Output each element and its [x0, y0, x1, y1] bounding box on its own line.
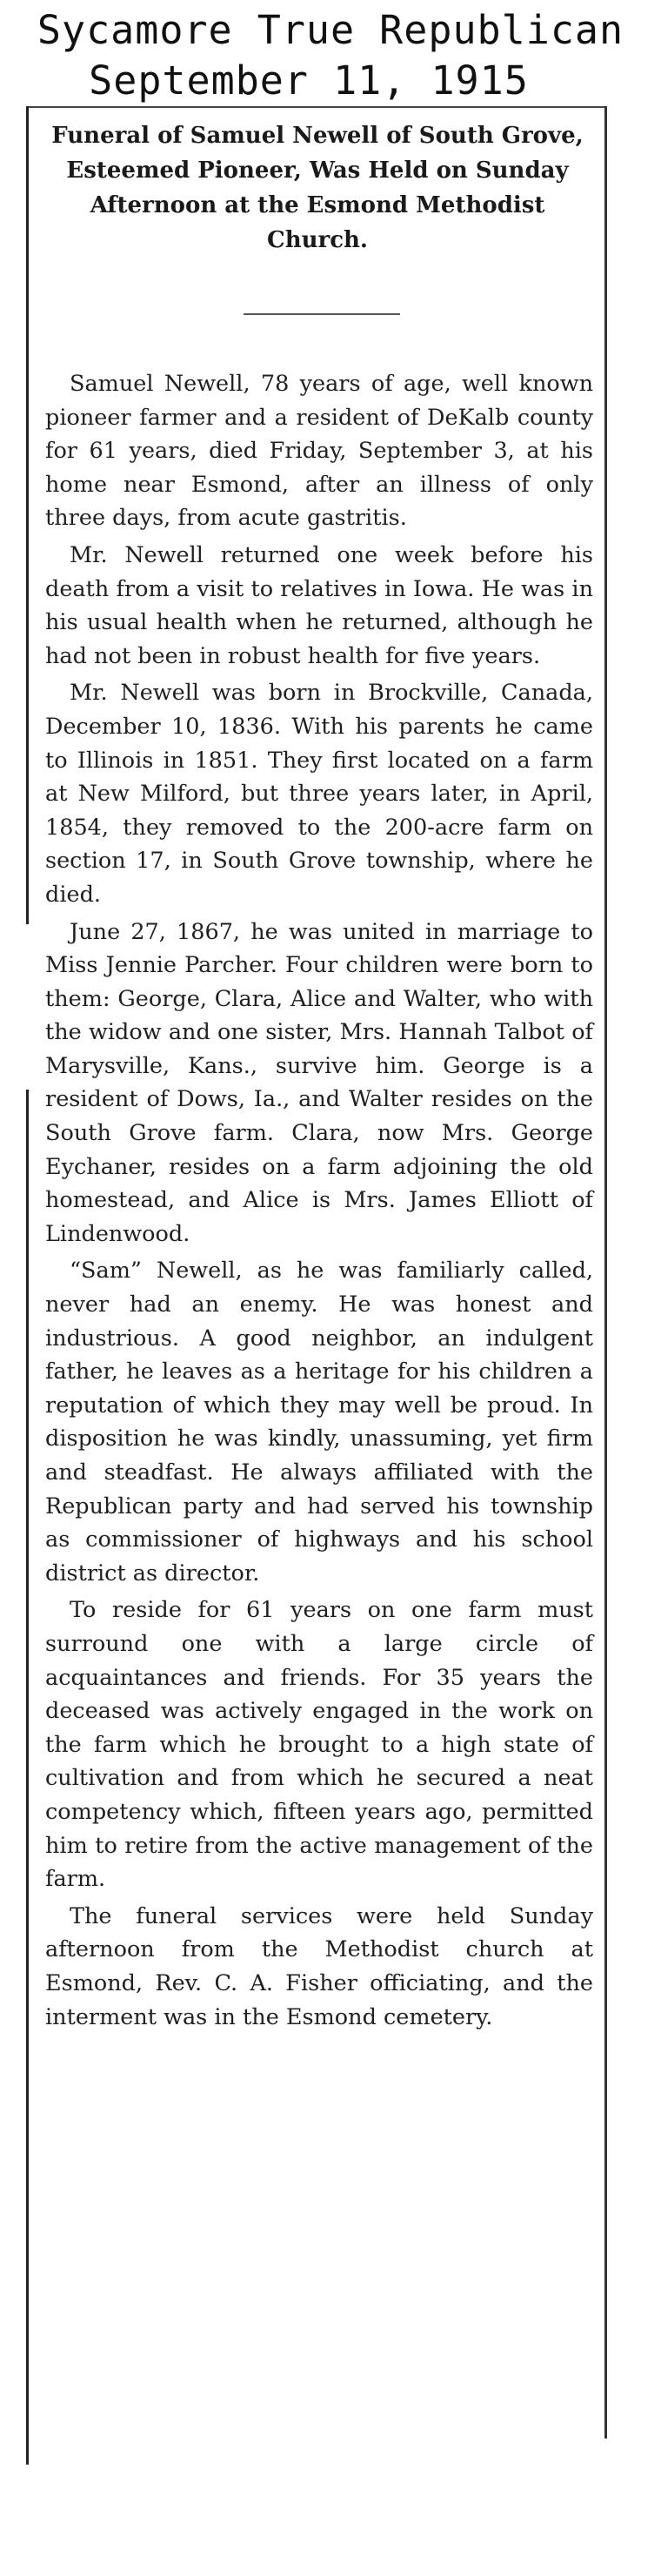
article-paragraph: Mr. Newell returned one week before his death from a visit to relatives in Iowa. He was in his usual health when he returned, although he had not been in robust health for five years.	[45, 541, 593, 669]
masthead	[0, 0, 661, 106]
article-paragraph: “Sam” Newell, as he was familiarly called, never had an enemy. He was honest and industrious. A good neighbor, an indulgent father, he leaves as a heritage for his children a reputation of which they may well be proud. In disposition he was kindly, unassuming, yet firm and steadfast. He always affiliated with the Republican party and had served his township as commissioner of highways and his school district as director.	[45, 1258, 593, 1587]
newspaper-clipping	[26, 106, 607, 2560]
article-paragraph: To reside for 61 years on one farm must surround one with a large circle of acquaintances and friends. For 35 years the deceased was actively engaged in the work on the farm which he brought to a high state of cultivation and from which he secured a neat competency which, fifteen years ago, permitted him to retire from the active management of the farm.	[45, 1597, 593, 1893]
clipping-right-border	[604, 106, 607, 2438]
article-paragraph: Samuel Newell, 78 years of age, well known pioneer farmer and a resident of DeKalb county for 61 years, died Friday, September 3, at his home near Esmond, after an illness of only three days, from acute gastritis.	[45, 371, 593, 532]
clipping-left-border	[26, 106, 29, 924]
article-paragraph: The funeral services were held Sunday afternoon from the Methodist church at Esmond, Rev. C. A. Fisher officiating, and the interment was in the Esmond cemetery.	[45, 1902, 593, 2030]
article-headline: Funeral of Samuel Newell of South Grove, Esteemed Pioneer, Was Held on Sunday Afternoon at the Esmond Methodist Church.	[51, 123, 584, 253]
clipping-left-border-lower	[26, 1090, 29, 2465]
clipping-top-border	[26, 106, 607, 108]
article-paragraph: June 27, 1867, he was united in marriage to Miss Jennie Parcher. Four children were born to them: George, Clara, Alice and Walter, who with the widow and one sister, Mrs. Hannah Talbot of Marysville, Kans., survive him. George is a resident of Dows, Ia., and Walter resides on the South Grove farm. Clara, now Mrs. George Eychaner, resides on a farm adjoining the old homestead, and Alice is Mrs. James Elliott of Lindenwood.	[45, 918, 593, 1247]
article-body	[45, 367, 593, 2034]
newspaper-name: Sycamore True Republican	[37, 7, 624, 53]
publication-date: September 11, 1915	[89, 57, 529, 104]
article-paragraph: Mr. Newell was born in Brockville, Canada, December 10, 1836. With his parents he came to Illinois in 1851. They first located on a farm at New Milford, but three years later, in April, 1854, they removed to the 200-acre farm on section 17, in South Grove township, where he died.	[45, 680, 593, 908]
headline-divider	[244, 313, 400, 315]
